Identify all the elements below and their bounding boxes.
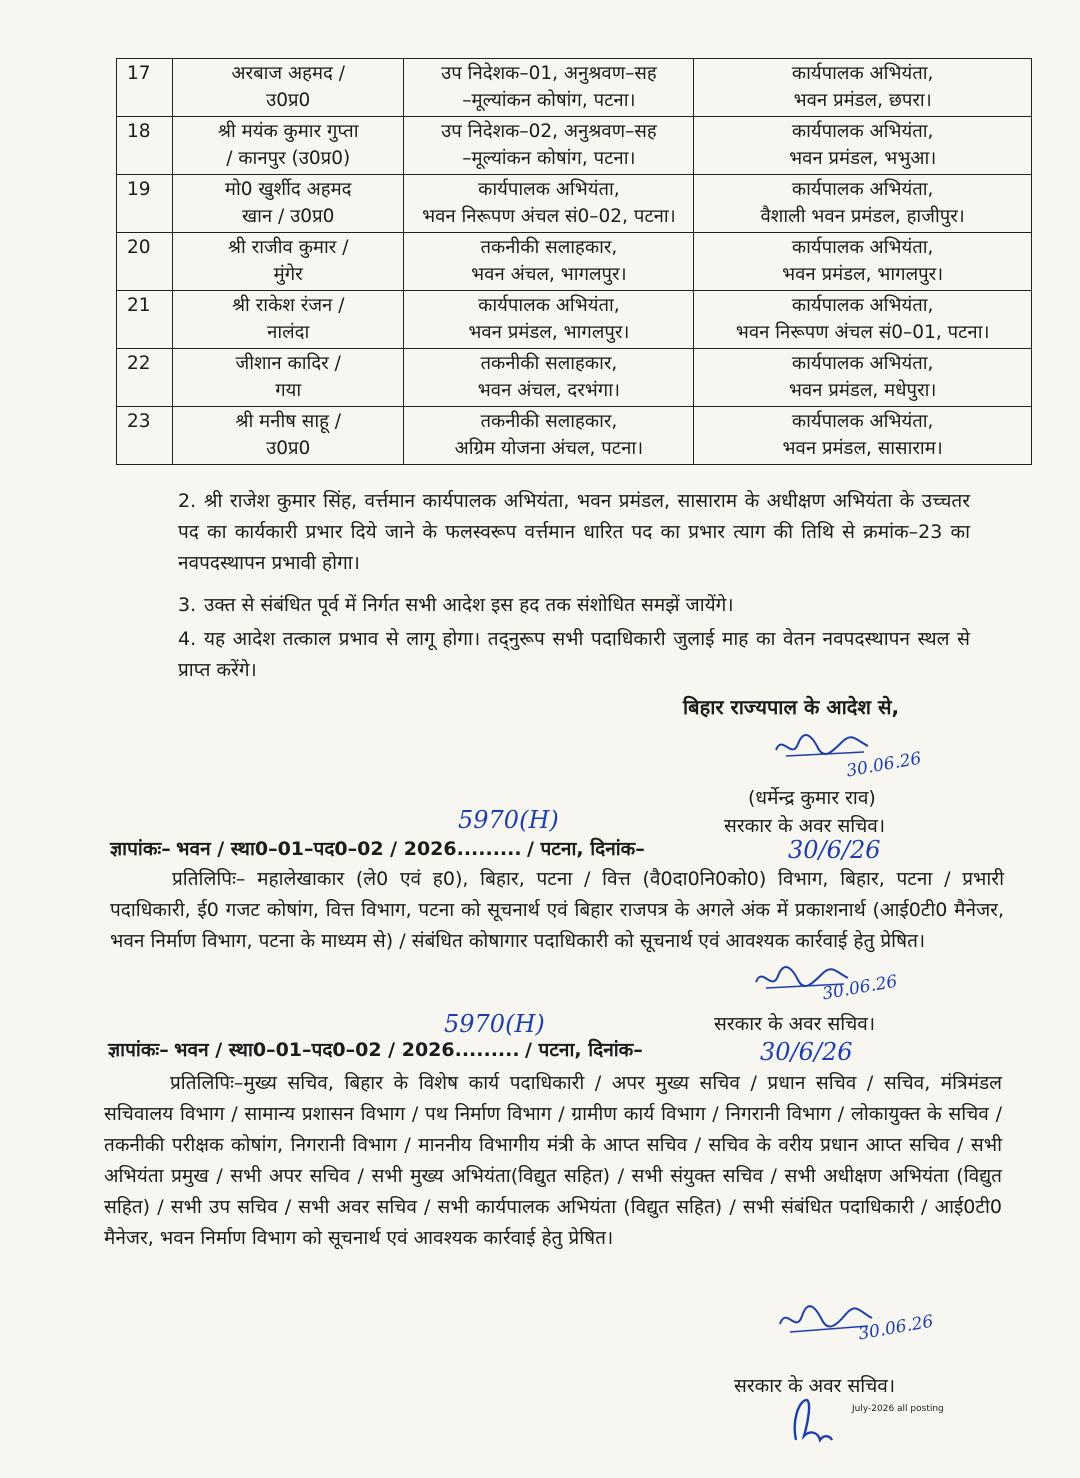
cell-line: भवन प्रमंडल, छपरा। [793, 90, 932, 111]
cell-to [694, 59, 1032, 117]
cell-to [694, 117, 1032, 175]
memo-date-label: / पटना, दिनांक– [524, 1039, 643, 1061]
cell-line: कार्यपालक अभियंता, [791, 63, 934, 84]
cell-sn: 18 [117, 117, 173, 175]
cell-line: भवन प्रमंडल, भागलपुर। [468, 322, 630, 343]
cell-line: मो0 खुर्शीद अहमद [224, 179, 352, 200]
cell-sn: 17 [117, 59, 173, 117]
cell-line: श्री राकेश रंजन / [231, 295, 345, 316]
cell-name [172, 175, 404, 233]
cell-line: खान / उ0प्र0 [241, 206, 335, 227]
memo-2-copy-text: प्रतिलिपिः–मुख्य सचिव, बिहार के विशेष कार्य पदाधिकारी / अपर मुख्य सचिव / प्रधान सचिव / सचिव, मंत्रिमंडल सचिवालय विभाग / सामान्य प्रशासन विभाग / पथ निर्माण विभाग / ग्रामीण कार्य विभाग / निगरानी विभाग / लोकायुक्त के सचिव / तकनीकी परीक्षक कोषांग, निगरानी विभाग / माननीय विभागीय मंत्री के आप्त सचिव / सचिव के वरीय प्रधान आप्त सचिव / सभी अभियंता प्रमुख / सभी अपर सचिव / सभी मुख्य अभियंता(विद्युत सहित) / सभी संयुक्त सचिव / सभी अधीक्षण अभियंता (विद्युत सहित) / सभी उप सचिव / सभी अवर सचिव / सभी कार्यपालक अभियंता (विद्युत सहित) / सभी संबंधित पदाधिकारी / आई0टी0 मैनेजर, भवन निर्माण विभाग को सूचनार्थ एवं आवश्यक कार्रवाई हेतु प्रेषित। [104, 1072, 1002, 1249]
cell-to [694, 233, 1032, 291]
cell-line: भवन प्रमंडल, सासाराम। [782, 438, 943, 459]
cell-line: भवन निरूपण अंचल सं0–01, पटना। [735, 322, 990, 343]
cell-line: कार्यपालक अभियंता, [791, 237, 934, 258]
cell-line: श्री मयंक कुमार गुप्ता [217, 121, 359, 142]
cell-name [172, 349, 404, 407]
cell-line: उ0प्र0 [266, 438, 311, 459]
table-row [117, 291, 1032, 349]
cell-line: अरबाज अहमद / [231, 63, 345, 84]
cell-sn: 22 [117, 349, 173, 407]
cell-line: भवन अंचल, भागलपुर। [471, 264, 627, 285]
cell-sn: 21 [117, 291, 173, 349]
signatory-name: (धर्मेन्द्र कुमार राव) [748, 787, 876, 809]
memo-prefix: ज्ञापांकः– [108, 1039, 169, 1061]
cell-to [694, 291, 1032, 349]
table-row [117, 233, 1032, 291]
cell-to [694, 349, 1032, 407]
cell-line: कार्यपालक अभियंता, [791, 295, 934, 316]
cell-line: तकनीकी सलाहकार, [480, 411, 618, 432]
cell-line: वैशाली भवन प्रमंडल, हाजीपुर। [760, 206, 965, 227]
cell-from [404, 117, 694, 175]
memo-2-header [108, 1036, 643, 1062]
order-line: बिहार राज्यपाल के आदेश से, [683, 695, 900, 719]
cell-line: भवन प्रमंडल, भागलपुर। [782, 264, 944, 285]
initials-mark [786, 1392, 836, 1446]
cell-name [172, 291, 404, 349]
cell-line: कार्यपालक अभियंता, [791, 353, 934, 374]
cell-line: मुंगेर [273, 264, 303, 285]
signatory-designation: सरकार के अवर सचिव। [724, 815, 886, 837]
cell-name [172, 407, 404, 465]
cell-line: भवन अंचल, दरभंगा। [477, 380, 621, 401]
memo-number: भवन / स्था0–01–पद0–02 / 2026......... [174, 1039, 520, 1061]
memo-number-handwritten: 5970(H) [444, 1010, 545, 1038]
memo-number-handwritten: 5970(H) [458, 806, 559, 834]
cell-line: कार्यपालक अभियंता, [791, 121, 934, 142]
cell-line: तकनीकी सलाहकार, [480, 353, 618, 374]
cell-line: उप निदेशक–02, अनुश्रवण–सह [441, 121, 657, 142]
posting-table [116, 58, 1032, 465]
paragraph-text: उक्त से संबंधित पूर्व में निर्गत सभी आदेश इस हद तक संशोधित समझें जायेंगे। [204, 594, 734, 616]
cell-line: श्री राजीव कुमार / [227, 237, 349, 258]
paragraph-text: यह आदेश तत्काल प्रभाव से लागू होगा। तद्नुरूप सभी पदाधिकारी जुलाई माह का वेतन नवपदस्थापन स्थल से प्राप्त करेंगे। [178, 628, 970, 681]
paragraph-4 [178, 624, 970, 686]
cell-sn: 23 [117, 407, 173, 465]
memo-1-designation: सरकार के अवर सचिव। [714, 1013, 876, 1035]
table-row [117, 349, 1032, 407]
signature-date: 30.06.26 [820, 971, 899, 1005]
cell-from [404, 349, 694, 407]
table-row [117, 175, 1032, 233]
paragraph-text: श्री राजेश कुमार सिंह, वर्त्तमान कार्यपालक अभियंता, भवन प्रमंडल, सासाराम के अधीक्षण अभियंता के उच्चतर पद का कार्यकारी प्रभार दिये जाने के फलस्वरूप वर्त्तमान धारित पद का प्रभार त्याग की तिथि से क्रमांक–23 का नवपदस्थापन प्रभावी होगा। [178, 490, 970, 574]
paragraph-2 [178, 486, 970, 579]
memo-number: भवन / स्था0–01–पद0–02 / 2026......... [176, 838, 522, 860]
cell-line: कार्यपालक अभियंता, [478, 179, 620, 200]
cell-line: गया [275, 380, 302, 401]
cell-from [404, 175, 694, 233]
memo-date-handwritten: 30/6/26 [788, 836, 881, 864]
paragraph-number: 4. [178, 628, 197, 650]
cell-sn: 19 [117, 175, 173, 233]
memo-date-label: / पटना, दिनांक– [526, 838, 645, 860]
paragraph-number: 3. [178, 594, 197, 616]
cell-line: तकनीकी सलाहकार, [480, 237, 618, 258]
cell-from [404, 233, 694, 291]
cell-line: –मूल्यांकन कोषांग, पटना। [462, 90, 636, 111]
cell-line: अग्रिम योजना अंचल, पटना। [454, 438, 644, 459]
memo-date-handwritten: 30/6/26 [760, 1038, 853, 1066]
cell-line: / कानपुर (उ0प्र0) [226, 148, 351, 169]
memo-2-designation: सरकार के अवर सचिव। [734, 1375, 896, 1397]
memo-1-header [110, 835, 645, 861]
memo-prefix: ज्ञापांकः– [110, 838, 171, 860]
cell-to [694, 175, 1032, 233]
cell-line: भवन प्रमंडल, भभुआ। [789, 148, 937, 169]
cell-line: उप निदेशक–01, अनुश्रवण–सह [441, 63, 657, 84]
cell-line: कार्यपालक अभियंता, [791, 411, 934, 432]
table-row [117, 407, 1032, 465]
signature-date: 30.06.26 [856, 1311, 935, 1345]
cell-from [404, 407, 694, 465]
cell-line: भवन प्रमंडल, मधेपुरा। [788, 380, 937, 401]
cell-line: श्री मनीष साहू / [235, 411, 342, 432]
cell-line: नालंदा [267, 322, 310, 343]
cell-to [694, 407, 1032, 465]
cell-line: भवन निरूपण अंचल सं0–02, पटना। [422, 206, 676, 227]
footer-note: July-2026 all posting [852, 1404, 944, 1414]
paragraph-3 [178, 590, 970, 621]
table-row [117, 59, 1032, 117]
cell-line: कार्यपालक अभियंता, [478, 295, 620, 316]
cell-line: उ0प्र0 [266, 90, 311, 111]
memo-1-copy-text: प्रतिलिपिः– महालेखाकार (ले0 एवं ह0), बिहार, पटना / वित्त (वै0दा0नि0को0) विभाग, बिहार, पटना / प्रभारी पदाधिकारी, ई0 गजट कोषांग, वित्त विभाग, पटना को सूचनार्थ एवं बिहार राजपत्र के अगले अंक में प्रकाशनार्थ (आई0टी0 मैनेजर, भवन निर्माण विभाग, पटना के माध्यम से) / संबंधित कोषागार पदाधिकारी को सूचनार्थ एवं आवश्यक कार्रवाई हेतु प्रेषित। [110, 868, 1004, 952]
cell-line: –मूल्यांकन कोषांग, पटना। [462, 148, 636, 169]
cell-line: कार्यपालक अभियंता, [791, 179, 934, 200]
cell-name [172, 117, 404, 175]
cell-from [404, 59, 694, 117]
paragraph-number: 2. [178, 490, 197, 512]
signature-date: 30.06.26 [844, 748, 923, 782]
cell-name [172, 233, 404, 291]
cell-sn: 20 [117, 233, 173, 291]
table-row [117, 117, 1032, 175]
cell-name [172, 59, 404, 117]
cell-line: जीशान कादिर / [235, 353, 341, 374]
cell-from [404, 291, 694, 349]
